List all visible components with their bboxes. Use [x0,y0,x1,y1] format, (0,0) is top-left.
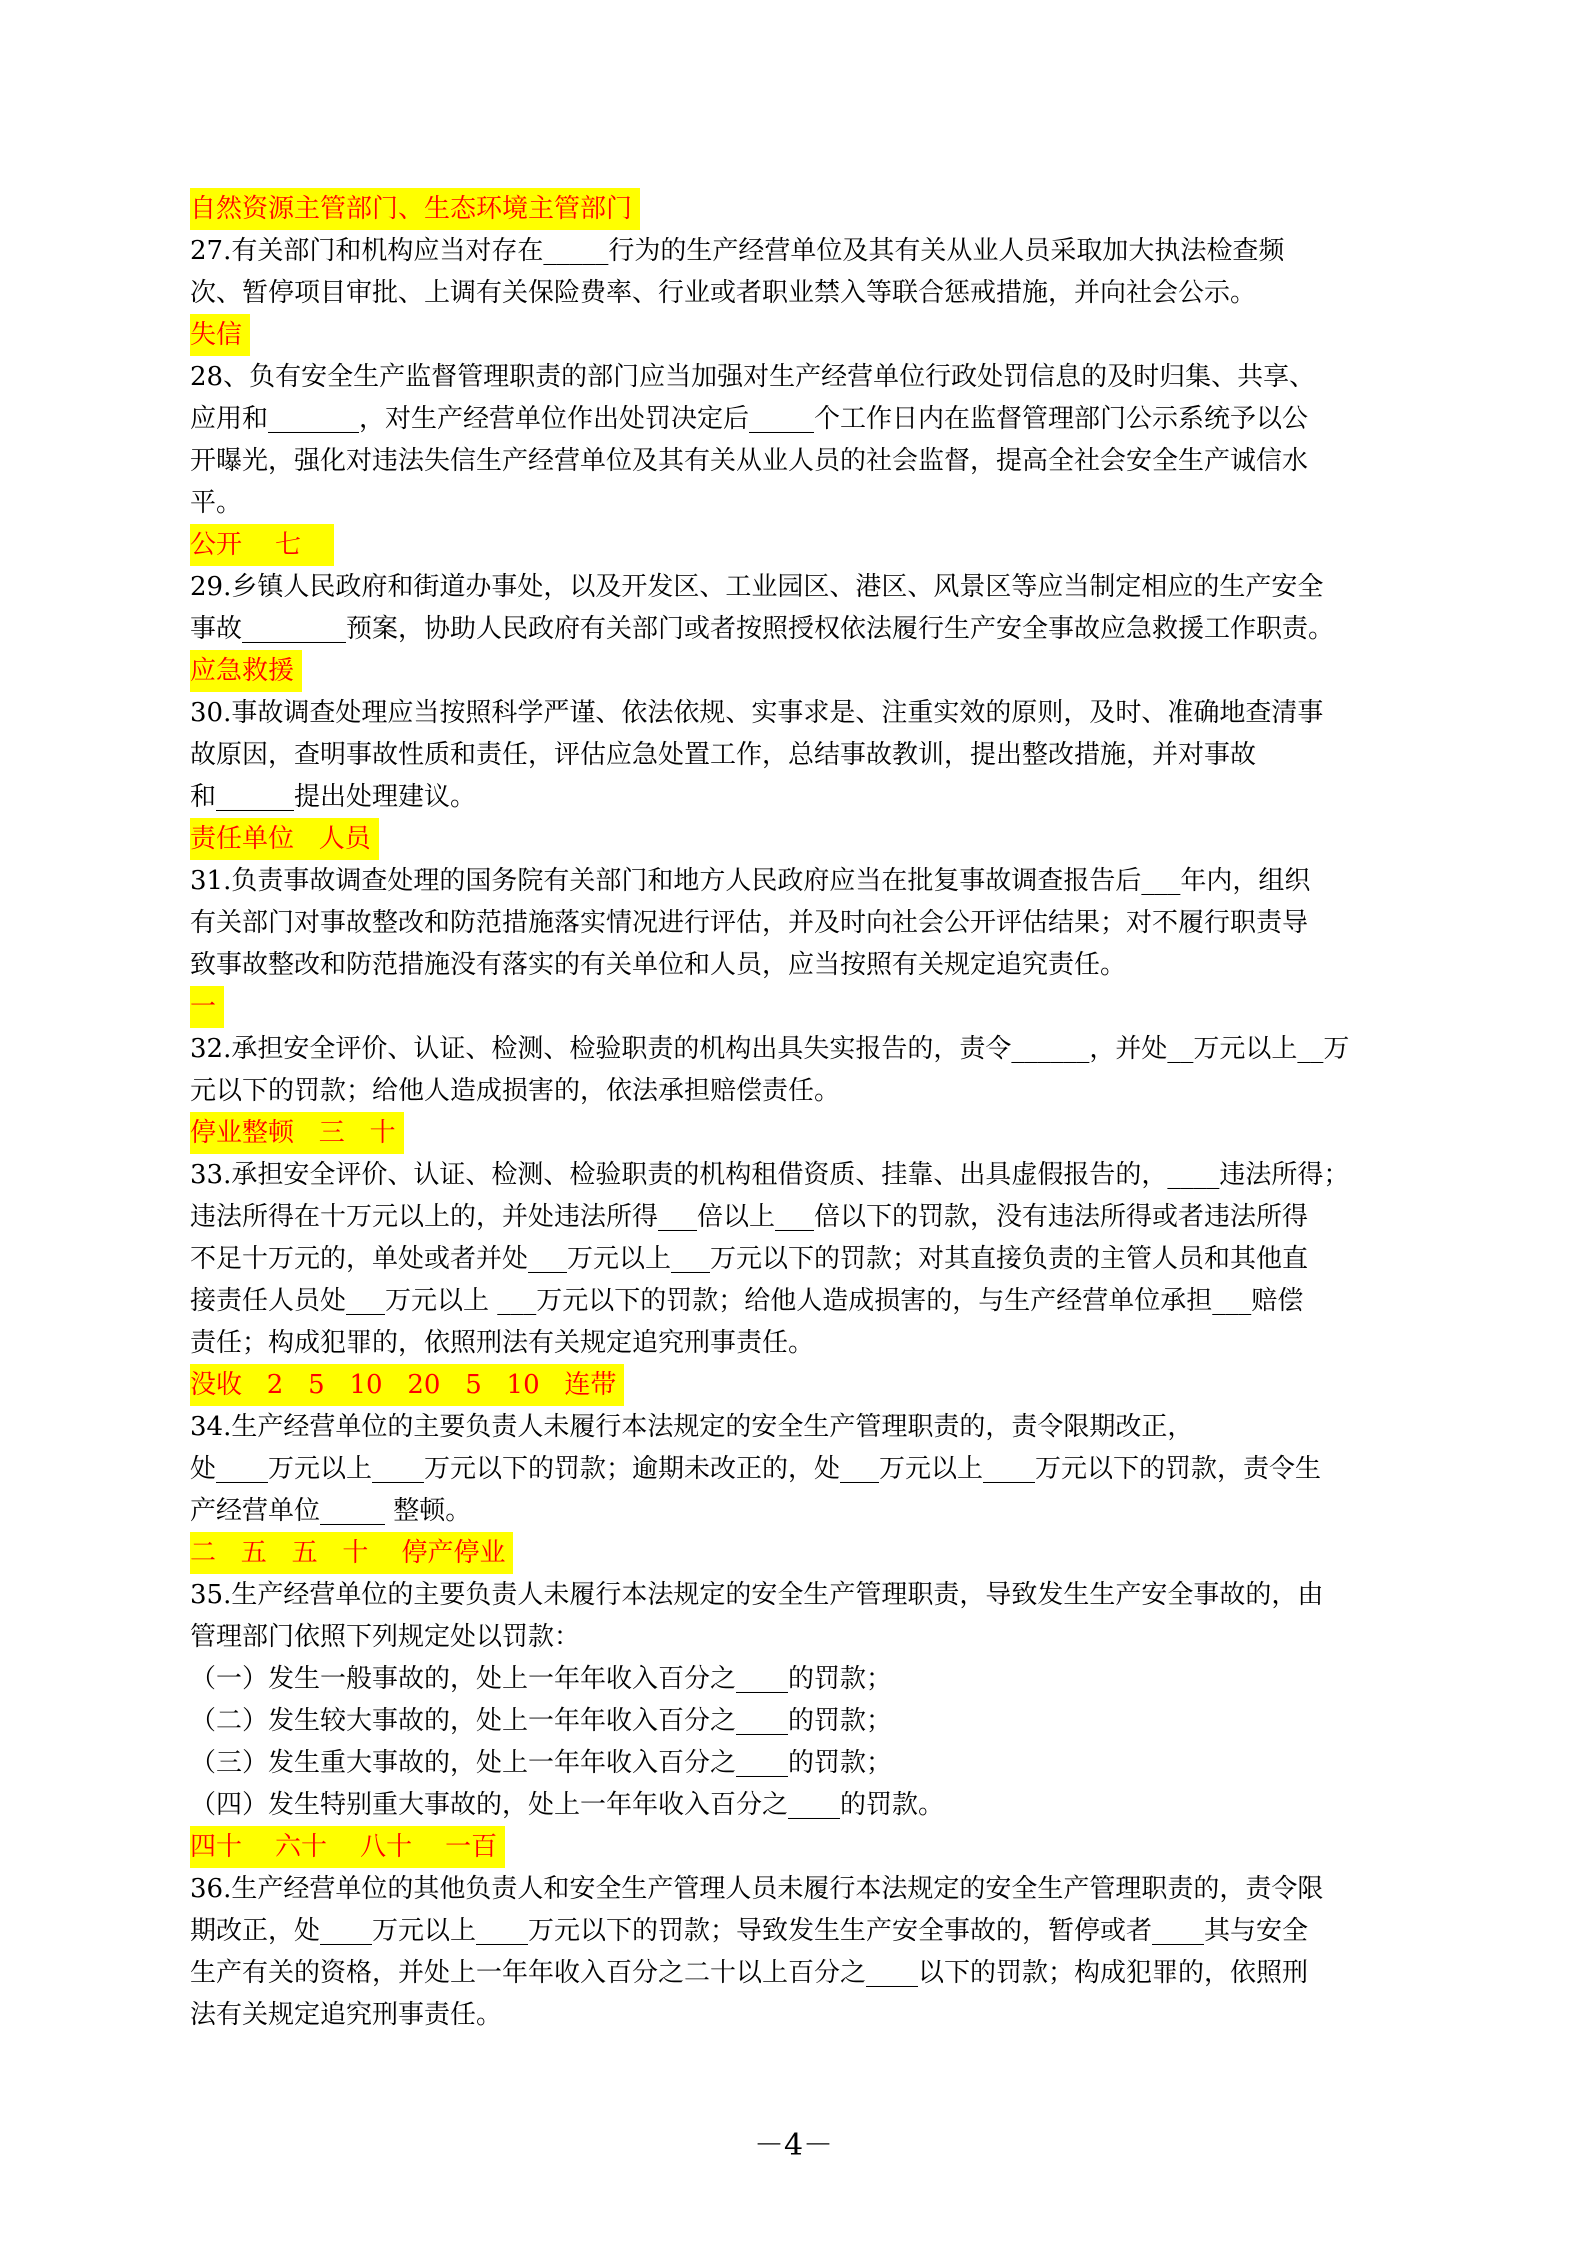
question-line: 事故________预案，协助人民政府有关部门或者按照授权依法履行生产安全事故应急救援工作职责。 [190,614,1335,644]
question-line: 开曝光，强化对违法失信生产经营单位及其有关从业人员的社会监督，提高全社会安全生产诚信水 [190,446,1309,476]
answer-highlight: 自然资源主管部门、生态环境主管部门 [190,188,640,230]
question-line: 33.承担安全评价、认证、检测、检验职责的机构租借资质、挂靠、出具虚假报告的，____违法所得； [190,1160,1350,1190]
answer-highlight: 没收 2 5 10 20 5 10 连带 [190,1364,624,1406]
question-line: （二）发生较大事故的，处上一年年收入百分之____的罚款； [190,1706,893,1736]
question-line: 有关部门对事故整改和防范措施落实情况进行评估，并及时向社会公开评估结果；对不履行职责导 [190,908,1309,938]
question-line: 27.有关部门和机构应当对存在_____行为的生产经营单位及其有关从业人员采取加大执法检查频 [190,236,1285,266]
question-line: 元以下的罚款；给他人造成损害的，依法承担赔偿责任。 [190,1076,841,1106]
question-line: （三）发生重大事故的，处上一年年收入百分之____的罚款； [190,1748,893,1778]
question-line: 故原因，查明事故性质和责任，评估应急处置工作，总结事故教训，提出整改措施，并对事故 [190,740,1257,770]
question-line: 平。 [190,488,243,518]
question-line: 处____万元以上____万元以下的罚款；逾期未改正的，处___万元以上____万元以下的罚款，责令生 [190,1454,1322,1484]
question-line: 产经营单位_____ 整顿。 [190,1496,472,1526]
answer-line [190,1364,1410,1406]
question-line: 28、负有安全生产监督管理职责的部门应当加强对生产经营单位行政处罚信息的及时归集、共享、 [190,362,1316,392]
question-line: 和______提出处理建议。 [190,782,477,812]
question-line: 管理部门依照下列规定处以罚款： [190,1622,581,1652]
question-line: 29.乡镇人民政府和街道办事处，以及开发区、工业园区、港区、风景区等应当制定相应的生产安全 [190,572,1324,602]
question-line: 34.生产经营单位的主要负责人未履行本法规定的安全生产管理职责的，责令限期改正， [190,1412,1194,1442]
answer-highlight: 四十 六十 八十 一百 [190,1826,505,1868]
answer-highlight: 责任单位 人员 [190,818,379,860]
question-line: （四）发生特别重大事故的，处上一年年收入百分之____的罚款。 [190,1790,945,1820]
answer-line [190,650,1410,692]
answer-line [190,188,1410,230]
question-line: 应用和_______，对生产经营单位作出处罚决定后_____个工作日内在监督管理部门公示系统予以公 [190,404,1309,434]
question-line: 法有关规定追究刑事责任。 [190,2000,503,2030]
document-body [190,188,1410,2036]
question-line: 接责任人员处___万元以上 ___万元以下的罚款；给他人造成损害的，与生产经营单位承担___赔偿 [190,1286,1304,1316]
answer-highlight: 公开 七 [190,524,334,566]
answer-highlight: 一 [190,986,224,1028]
answer-line [190,314,1410,356]
answer-highlight: 应急救援 [190,650,302,692]
question-line: 致事故整改和防范措施没有落实的有关单位和人员，应当按照有关规定追究责任。 [190,950,1127,980]
answer-line [190,1532,1410,1574]
question-line: 生产有关的资格，并处上一年年收入百分之二十以上百分之____以下的罚款；构成犯罪的，依照刑 [190,1958,1309,1988]
answer-line [190,986,1410,1028]
answer-line [190,1112,1410,1154]
question-line: 32.承担安全评价、认证、检测、检验职责的机构出具失实报告的，责令______，并处__万元以上__万 [190,1034,1350,1064]
question-line: 30.事故调查处理应当按照科学严谨、依法依规、实事求是、注重实效的原则，及时、准确地查清事 [190,698,1324,728]
question-line: 责任；构成犯罪的，依照刑法有关规定追究刑事责任。 [190,1328,815,1358]
question-line: 35.生产经营单位的主要负责人未履行本法规定的安全生产管理职责，导致发生生产安全事故的，由 [190,1580,1324,1610]
answer-line [190,524,1410,566]
answer-highlight: 停业整顿 三 十 [190,1112,404,1154]
question-line: 不足十万元的，单处或者并处___万元以上___万元以下的罚款；对其直接负责的主管人员和其他直 [190,1244,1309,1274]
question-line: 违法所得在十万元以上的，并处违法所得___倍以上___倍以下的罚款，没有违法所得或者违法所得 [190,1202,1309,1232]
answer-line [190,818,1410,860]
page-number: －4－ [753,2128,834,2163]
answer-highlight: 二 五 五 十 停产停业 [190,1532,513,1574]
question-line: 次、暂停项目审批、上调有关保险费率、行业或者职业禁入等联合惩戒措施，并向社会公示。 [190,278,1257,308]
question-line: 期改正，处____万元以上____万元以下的罚款；导致发生生产安全事故的，暂停或者____其与安全 [190,1916,1309,1946]
answer-highlight: 失信 [190,314,250,356]
question-line: 31.负责事故调查处理的国务院有关部门和地方人民政府应当在批复事故调查报告后___年内，组织 [190,866,1311,896]
answer-line [190,1826,1410,1868]
question-line: （一）发生一般事故的，处上一年年收入百分之____的罚款； [190,1664,893,1694]
question-line: 36.生产经营单位的其他负责人和安全生产管理人员未履行本法规定的安全生产管理职责的，责令限 [190,1874,1324,1904]
